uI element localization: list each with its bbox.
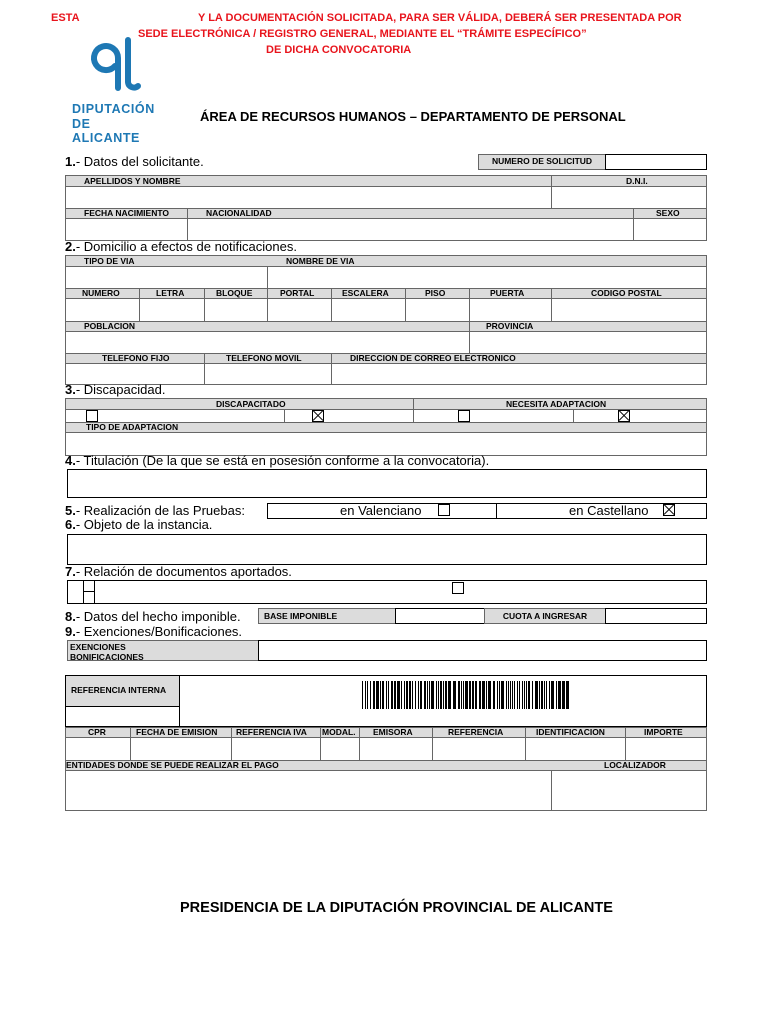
tipo-via-field[interactable] xyxy=(66,267,267,288)
apellidos-label: APELLIDOS Y NOMBRE xyxy=(84,176,181,186)
adaptacion-no-checkbox[interactable] xyxy=(618,410,630,422)
dni-label: D.N.I. xyxy=(626,176,648,186)
section-2-title: 2.- Domicilio a efectos de notificaciones. xyxy=(65,239,297,254)
entidades-field[interactable] xyxy=(66,771,551,810)
nacionalidad-label: NACIONALIDAD xyxy=(206,208,272,218)
codigo-postal-label: CODIGO POSTAL xyxy=(591,288,662,298)
section-6-title: 6.- Objeto de la instancia. xyxy=(65,517,213,532)
footer-title: PRESIDENCIA DE LA DIPUTACIÓN PROVINCIAL DE ALICANTE xyxy=(180,900,613,916)
titulacion-field[interactable] xyxy=(67,469,707,498)
exenciones-label xyxy=(67,640,259,661)
telefono-fijo-label: TELEFONO FIJO xyxy=(102,353,170,363)
tipo-adaptacion-label: TIPO DE ADAPTACION xyxy=(86,422,179,432)
tipo-adaptacion-field[interactable] xyxy=(66,433,706,455)
portal-label: PORTAL xyxy=(280,288,315,298)
piso-field[interactable] xyxy=(405,299,469,321)
logo-mark-icon xyxy=(86,36,156,96)
solicitante-table xyxy=(65,175,707,241)
numero-field[interactable] xyxy=(66,299,139,321)
telefono-movil-label: TELEFONO MOVIL xyxy=(226,353,302,363)
header-title: ÁREA DE RECURSOS HUMANOS – DEPARTAMENTO DE PERSONAL xyxy=(200,109,626,124)
diputacion-logo xyxy=(72,36,162,145)
notice-line1-right: Y LA DOCUMENTACIÓN SOLICITADA, PARA SER VÁLIDA, DEBERÁ SER PRESENTADA POR xyxy=(198,12,682,24)
exenciones-field[interactable] xyxy=(258,640,707,661)
nombre-via-field[interactable] xyxy=(267,267,706,288)
fecha-emision-label: FECHA DE EMISION xyxy=(136,727,218,737)
codigo-postal-field[interactable] xyxy=(551,299,706,321)
escalera-field[interactable] xyxy=(331,299,405,321)
referencia-iva-label: REFERENCIA IVA xyxy=(236,727,307,737)
discapacidad-table xyxy=(65,398,707,456)
email-label: DIRECCION DE CORREO ELECTRONICO xyxy=(350,353,516,363)
dni-field[interactable] xyxy=(551,187,706,208)
notice-line2: SEDE ELECTRÓNICA / REGISTRO GENERAL, MEDIANTE EL “TRÁMITE ESPECÍFICO” xyxy=(138,28,587,40)
section-9-title: 9.- Exenciones/Bonificaciones. xyxy=(65,624,243,639)
pago-block xyxy=(65,675,707,727)
tipo-via-label: TIPO DE VIA xyxy=(84,256,135,266)
telefono-fijo-field[interactable] xyxy=(66,364,204,384)
puerta-field[interactable] xyxy=(469,299,551,321)
discapacitado-label: DISCAPACITADO xyxy=(216,399,286,409)
castellano-checkbox[interactable] xyxy=(663,504,675,516)
logo-line1: DIPUTACIÓN xyxy=(72,102,155,116)
piso-label: PISO xyxy=(425,288,446,298)
letra-field[interactable] xyxy=(139,299,204,321)
numero-solicitud-field[interactable] xyxy=(605,154,707,170)
notice-line1-left: ESTA xyxy=(51,12,80,24)
poblacion-field[interactable] xyxy=(66,332,469,354)
importe-label: IMPORTE xyxy=(644,727,683,737)
provincia-label: PROVINCIA xyxy=(486,321,534,331)
cuota-label: CUOTA A INGRESAR xyxy=(484,608,606,624)
escalera-label: ESCALERA xyxy=(342,288,389,298)
section-1-title: 1.- Datos del solicitante. xyxy=(65,154,204,169)
cpr-field[interactable] xyxy=(66,738,130,760)
valenciano-checkbox[interactable] xyxy=(438,504,450,516)
nombre-via-label: NOMBRE DE VIA xyxy=(286,256,355,266)
logo-line2: DE ALICANTE xyxy=(72,117,140,145)
exenciones-label-line2: BONIFICACIONES xyxy=(70,652,144,661)
valenciano-label: en Valenciano xyxy=(340,503,422,518)
fecha-nacimiento-field[interactable] xyxy=(66,219,187,241)
emisora-field[interactable] xyxy=(359,738,432,760)
modal-field[interactable] xyxy=(320,738,359,760)
base-imponible-label: BASE IMPONIBLE xyxy=(258,608,396,624)
puerta-label: PUERTA xyxy=(490,288,525,298)
section-4-title: 4.- Titulación (De la que se está en posesión conforme a la convocatoria). xyxy=(65,453,490,468)
localizador-label: LOCALIZADOR xyxy=(604,760,666,770)
referencia-iva-field[interactable] xyxy=(231,738,320,760)
cpr-label: CPR xyxy=(88,727,106,737)
discapacitado-si-checkbox[interactable] xyxy=(86,410,98,422)
letra-label: LETRA xyxy=(156,288,185,298)
necesita-adaptacion-label: NECESITA ADAPTACION xyxy=(506,399,607,409)
documento-checkbox-3[interactable] xyxy=(452,582,464,594)
domicilio-table xyxy=(65,255,707,385)
numero-label: NUMERO xyxy=(82,288,120,298)
section-7-title: 7.- Relación de documentos aportados. xyxy=(65,564,292,579)
importe-field[interactable] xyxy=(625,738,706,760)
castellano-label: en Castellano xyxy=(569,503,649,518)
base-imponible-field[interactable] xyxy=(395,608,485,624)
cuota-field[interactable] xyxy=(605,608,707,624)
notice-line3: DE DICHA CONVOCATORIA xyxy=(266,44,412,56)
identificacion-label: IDENTIFICACION xyxy=(536,727,605,737)
bloque-label: BLOQUE xyxy=(216,288,253,298)
portal-field[interactable] xyxy=(267,299,331,321)
documentos-field[interactable] xyxy=(67,580,707,604)
adaptacion-si-checkbox[interactable] xyxy=(458,410,470,422)
section-5-title: 5.- Realización de las Pruebas: xyxy=(65,503,245,518)
referencia-interna-label: REFERENCIA INTERNA xyxy=(66,676,180,707)
modal-label: MODAL. xyxy=(322,727,356,737)
bloque-field[interactable] xyxy=(204,299,267,321)
discapacitado-no-checkbox[interactable] xyxy=(312,410,324,422)
section-8-title: 8.- Datos del hecho imponible. xyxy=(65,609,241,624)
fecha-nacimiento-label: FECHA NACIMIENTO xyxy=(84,208,169,218)
sexo-label: SEXO xyxy=(656,208,680,218)
referencia-field[interactable] xyxy=(432,738,525,760)
telefono-movil-field[interactable] xyxy=(204,364,331,384)
identificacion-field[interactable] xyxy=(525,738,625,760)
objeto-instancia-field[interactable] xyxy=(67,534,707,565)
provincia-field[interactable] xyxy=(469,332,706,354)
poblacion-label: POBLACION xyxy=(84,321,135,331)
referencia-label: REFERENCIA xyxy=(448,727,504,737)
fecha-emision-field[interactable] xyxy=(130,738,231,760)
sexo-field[interactable] xyxy=(633,219,706,241)
entidades-label: ENTIDADES DONDE SE PUEDE REALIZAR EL PAGO xyxy=(66,760,279,770)
numero-solicitud-label: NUMERO DE SOLICITUD xyxy=(478,154,606,170)
emisora-label: EMISORA xyxy=(373,727,413,737)
localizador-field[interactable] xyxy=(551,771,706,810)
pago-detalle-table xyxy=(65,727,707,811)
referencia-interna-field[interactable] xyxy=(66,707,180,727)
exenciones-label-line1: EXENCIONES xyxy=(70,642,126,652)
nacionalidad-field[interactable] xyxy=(187,219,633,241)
documento-checkbox-2[interactable] xyxy=(83,591,95,604)
email-field[interactable] xyxy=(331,364,706,384)
barcode-icon xyxy=(362,681,572,709)
apellidos-field[interactable] xyxy=(66,187,551,208)
pruebas-options xyxy=(267,503,707,519)
section-3-title: 3.- Discapacidad. xyxy=(65,382,166,397)
